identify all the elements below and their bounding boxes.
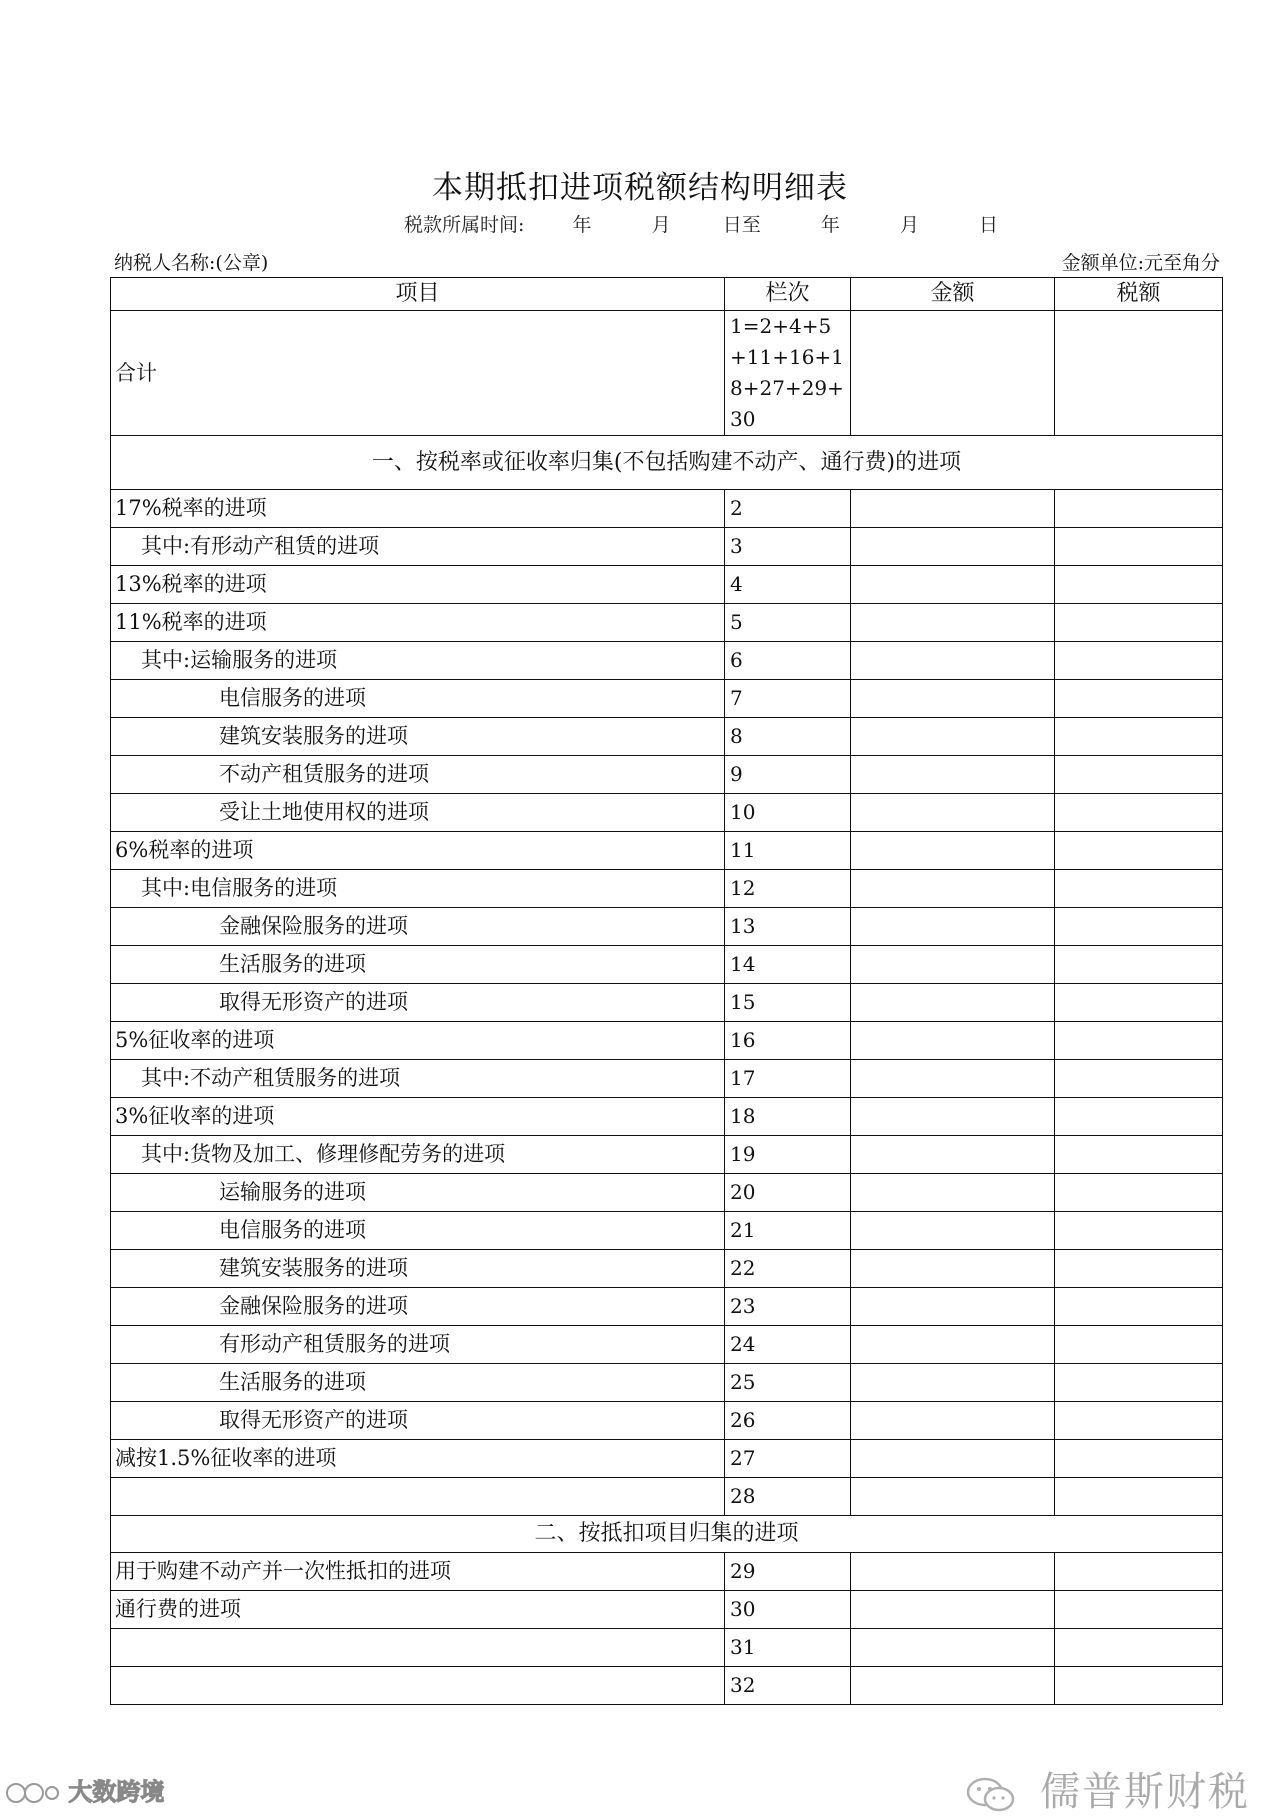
tax-cell[interactable]	[1055, 1591, 1223, 1629]
tax-cell[interactable]	[1055, 870, 1223, 908]
table-row	[111, 1174, 1223, 1212]
row-line-number: 7	[725, 680, 851, 718]
section-1-row	[111, 436, 1223, 490]
tax-cell[interactable]	[1055, 1212, 1223, 1250]
watermark-left-text: 大数跨境	[68, 1778, 165, 1806]
row-line-number: 6	[725, 642, 851, 680]
table-row	[111, 1212, 1223, 1250]
amount-cell[interactable]	[851, 946, 1055, 984]
tax-cell[interactable]	[1055, 1174, 1223, 1212]
tax-period	[404, 210, 998, 237]
row-label	[111, 1629, 725, 1667]
amount-cell[interactable]	[851, 832, 1055, 870]
amount-cell[interactable]	[851, 1478, 1055, 1516]
row-label: 其中:运输服务的进项	[111, 642, 725, 680]
table-row	[111, 1591, 1223, 1629]
amount-cell[interactable]	[851, 1364, 1055, 1402]
row-label: 受让土地使用权的进项	[111, 794, 725, 832]
row-label: 取得无形资产的进项	[111, 984, 725, 1022]
col-header-amount: 金额	[851, 278, 1055, 311]
row-line-number: 23	[725, 1288, 851, 1326]
tax-cell[interactable]	[1055, 1136, 1223, 1174]
row-line-number: 32	[725, 1667, 851, 1705]
row-line-number: 15	[725, 984, 851, 1022]
row-line-number: 2	[725, 490, 851, 528]
period-month-1: 月	[651, 214, 671, 236]
period-year-2: 年	[820, 214, 840, 236]
amount-cell[interactable]	[851, 870, 1055, 908]
amount-cell[interactable]	[851, 1250, 1055, 1288]
amount-cell[interactable]	[851, 1553, 1055, 1591]
amount-cell[interactable]	[851, 642, 1055, 680]
period-day-to: 日至	[722, 214, 761, 236]
amount-cell[interactable]	[851, 756, 1055, 794]
tax-cell[interactable]	[1055, 984, 1223, 1022]
table-row	[111, 1364, 1223, 1402]
row-line-number: 11	[725, 832, 851, 870]
row-line-number: 18	[725, 1098, 851, 1136]
row-line-number: 17	[725, 1060, 851, 1098]
tax-cell[interactable]	[1055, 680, 1223, 718]
amount-cell[interactable]	[851, 1174, 1055, 1212]
table-row	[111, 946, 1223, 984]
row-label: 减按1.5%征收率的进项	[111, 1440, 725, 1478]
table-row	[111, 718, 1223, 756]
tax-cell[interactable]	[1055, 1288, 1223, 1326]
row-line-number: 20	[725, 1174, 851, 1212]
amount-cell[interactable]	[851, 718, 1055, 756]
tax-cell[interactable]	[1055, 1250, 1223, 1288]
row-label: 生活服务的进项	[111, 1364, 725, 1402]
row-label: 6%税率的进项	[111, 832, 725, 870]
row-label: 13%税率的进项	[111, 566, 725, 604]
amount-cell[interactable]	[851, 1591, 1055, 1629]
tax-cell[interactable]	[1055, 311, 1223, 436]
amount-cell[interactable]	[851, 1629, 1055, 1667]
tax-cell[interactable]	[1055, 1364, 1223, 1402]
row-label: 其中:有形动产租赁的进项	[111, 528, 725, 566]
tax-cell[interactable]	[1055, 832, 1223, 870]
row-label: 11%税率的进项	[111, 604, 725, 642]
tax-cell[interactable]	[1055, 756, 1223, 794]
table-row	[111, 1098, 1223, 1136]
amount-cell[interactable]	[851, 794, 1055, 832]
table-row	[111, 566, 1223, 604]
tax-cell[interactable]	[1055, 1022, 1223, 1060]
row-line-number: 5	[725, 604, 851, 642]
table-row	[111, 1667, 1223, 1705]
amount-cell[interactable]	[851, 1288, 1055, 1326]
row-label: 金融保险服务的进项	[111, 908, 725, 946]
row-line-number: 29	[725, 1553, 851, 1591]
table-row	[111, 1629, 1223, 1667]
row-label: 用于购建不动产并一次性抵扣的进项	[111, 1553, 725, 1591]
brand-logo-icon	[4, 1778, 60, 1808]
tax-cell[interactable]	[1055, 566, 1223, 604]
watermark-left	[4, 1772, 164, 1808]
col-header-line: 栏次	[725, 278, 851, 311]
tax-cell[interactable]	[1055, 1629, 1223, 1667]
amount-cell[interactable]	[851, 1098, 1055, 1136]
section-2-heading: 二、按抵扣项目归集的进项	[111, 1516, 1223, 1553]
row-line-number: 3	[725, 528, 851, 566]
tax-cell[interactable]	[1055, 1553, 1223, 1591]
tax-cell[interactable]	[1055, 1478, 1223, 1516]
amount-unit-label: 金额单位:元至角分	[1061, 252, 1220, 274]
col-header-tax: 税额	[1055, 278, 1223, 311]
table-row	[111, 1022, 1223, 1060]
row-label: 17%税率的进项	[111, 490, 725, 528]
row-line-number: 30	[725, 1591, 851, 1629]
row-line-number: 13	[725, 908, 851, 946]
deduction-detail-table	[110, 277, 1223, 1705]
tax-cell[interactable]	[1055, 946, 1223, 984]
row-line-number: 27	[725, 1440, 851, 1478]
period-month-2: 月	[899, 214, 919, 236]
row-label	[111, 1667, 725, 1705]
row-line-number: 19	[725, 1136, 851, 1174]
row-line-number: 4	[725, 566, 851, 604]
taxpayer-name-label: 纳税人名称:(公章)	[114, 252, 269, 274]
watermark-right	[963, 1760, 1250, 1817]
table-row	[111, 1326, 1223, 1364]
table-row	[111, 1250, 1223, 1288]
total-line-formula: 1=2+4+5+11+16+18+27+29+30	[725, 311, 851, 436]
table-row	[111, 1478, 1223, 1516]
row-line-number: 31	[725, 1629, 851, 1667]
total-label: 合计	[111, 311, 725, 436]
tax-cell[interactable]	[1055, 1667, 1223, 1705]
row-line-number: 8	[725, 718, 851, 756]
amount-cell[interactable]	[851, 566, 1055, 604]
table-row	[111, 1136, 1223, 1174]
period-year-1: 年	[572, 214, 592, 236]
amount-cell[interactable]	[851, 1326, 1055, 1364]
amount-cell[interactable]	[851, 1022, 1055, 1060]
row-label	[111, 1478, 725, 1516]
table-row	[111, 642, 1223, 680]
row-label: 其中:货物及加工、修理修配劳务的进项	[111, 1136, 725, 1174]
amount-cell[interactable]	[851, 490, 1055, 528]
form-title: 本期抵扣进项税额结构明细表	[432, 170, 848, 206]
period-day-2: 日	[979, 214, 999, 236]
tax-cell[interactable]	[1055, 908, 1223, 946]
row-label: 电信服务的进项	[111, 680, 725, 718]
row-line-number: 24	[725, 1326, 851, 1364]
row-line-number: 12	[725, 870, 851, 908]
table-row	[111, 528, 1223, 566]
tax-cell[interactable]	[1055, 604, 1223, 642]
table-row	[111, 1440, 1223, 1478]
table-row	[111, 870, 1223, 908]
table-row	[111, 1288, 1223, 1326]
tax-cell[interactable]	[1055, 1098, 1223, 1136]
tax-cell[interactable]	[1055, 794, 1223, 832]
row-label: 3%征收率的进项	[111, 1098, 725, 1136]
period-label: 税款所属时间:	[404, 214, 525, 236]
table-row	[111, 908, 1223, 946]
amount-cell[interactable]	[851, 1136, 1055, 1174]
header-row	[111, 278, 1223, 311]
row-label: 生活服务的进项	[111, 946, 725, 984]
row-line-number: 21	[725, 1212, 851, 1250]
total-row	[111, 311, 1223, 436]
tax-cell[interactable]	[1055, 528, 1223, 566]
row-line-number: 26	[725, 1402, 851, 1440]
table-row	[111, 1553, 1223, 1591]
table-row	[111, 1060, 1223, 1098]
section-1-heading: 一、按税率或征收率归集(不包括购建不动产、通行费)的进项	[111, 436, 1223, 490]
amount-cell[interactable]	[851, 1667, 1055, 1705]
table-row	[111, 490, 1223, 528]
row-line-number: 22	[725, 1250, 851, 1288]
row-label: 其中:电信服务的进项	[111, 870, 725, 908]
table-row	[111, 1402, 1223, 1440]
row-label: 通行费的进项	[111, 1591, 725, 1629]
tax-cell[interactable]	[1055, 1060, 1223, 1098]
tax-cell[interactable]	[1055, 1402, 1223, 1440]
tax-cell[interactable]	[1055, 1440, 1223, 1478]
row-label: 建筑安装服务的进项	[111, 718, 725, 756]
row-label: 电信服务的进项	[111, 1212, 725, 1250]
tax-cell[interactable]	[1055, 1326, 1223, 1364]
col-header-item: 项目	[111, 278, 725, 311]
row-label: 5%征收率的进项	[111, 1022, 725, 1060]
tax-cell[interactable]	[1055, 490, 1223, 528]
table-row	[111, 756, 1223, 794]
amount-cell[interactable]	[851, 984, 1055, 1022]
amount-cell[interactable]	[851, 1440, 1055, 1478]
row-label: 不动产租赁服务的进项	[111, 756, 725, 794]
watermark-right-text: 儒普斯财税	[1040, 1769, 1250, 1815]
amount-cell[interactable]	[851, 311, 1055, 436]
row-line-number: 28	[725, 1478, 851, 1516]
section-2-row	[111, 1516, 1223, 1553]
tax-cell[interactable]	[1055, 718, 1223, 756]
amount-cell[interactable]	[851, 528, 1055, 566]
table-row	[111, 832, 1223, 870]
tax-cell[interactable]	[1055, 642, 1223, 680]
row-label: 金融保险服务的进项	[111, 1288, 725, 1326]
row-label: 有形动产租赁服务的进项	[111, 1326, 725, 1364]
row-label: 其中:不动产租赁服务的进项	[111, 1060, 725, 1098]
row-label: 运输服务的进项	[111, 1174, 725, 1212]
table-row	[111, 984, 1223, 1022]
row-label: 取得无形资产的进项	[111, 1402, 725, 1440]
table-row	[111, 680, 1223, 718]
row-line-number: 14	[725, 946, 851, 984]
amount-cell[interactable]	[851, 1060, 1055, 1098]
table-row	[111, 604, 1223, 642]
row-label: 建筑安装服务的进项	[111, 1250, 725, 1288]
row-line-number: 9	[725, 756, 851, 794]
amount-cell[interactable]	[851, 908, 1055, 946]
amount-cell[interactable]	[851, 1402, 1055, 1440]
amount-cell[interactable]	[851, 1212, 1055, 1250]
row-line-number: 25	[725, 1364, 851, 1402]
amount-cell[interactable]	[851, 680, 1055, 718]
row-line-number: 10	[725, 794, 851, 832]
row-line-number: 16	[725, 1022, 851, 1060]
wechat-icon	[963, 1774, 1019, 1814]
table-row	[111, 794, 1223, 832]
amount-cell[interactable]	[851, 604, 1055, 642]
